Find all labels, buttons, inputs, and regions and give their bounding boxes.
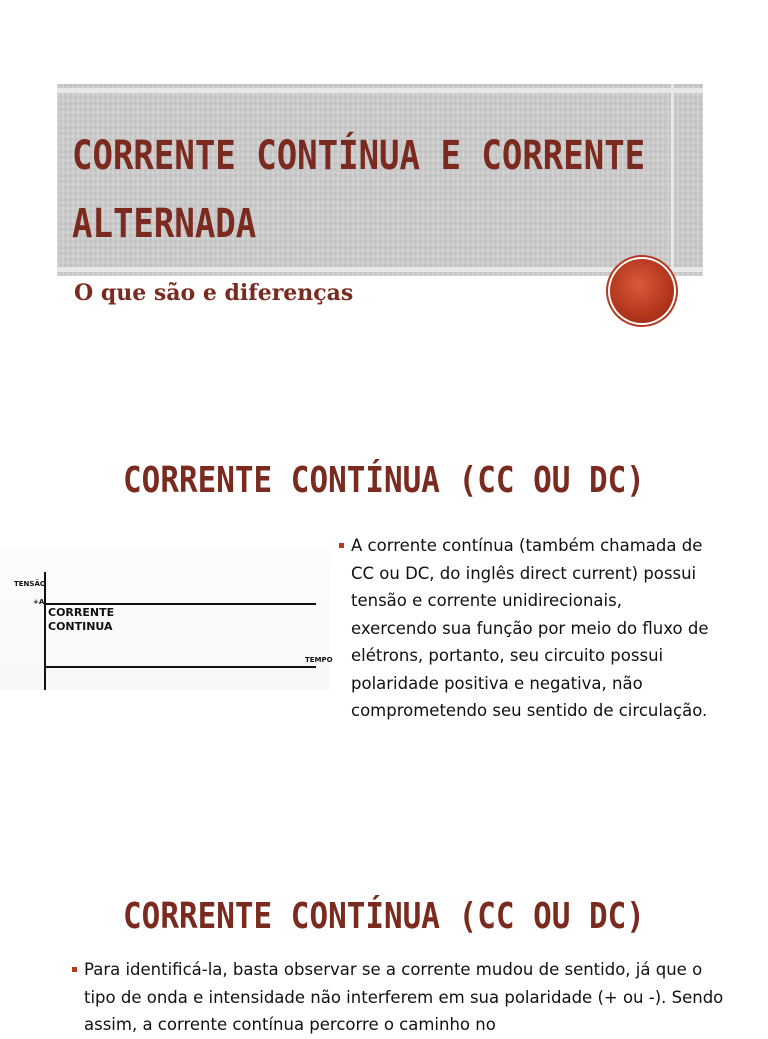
graph-y-axis <box>44 572 46 690</box>
graph-dc-line <box>44 603 316 605</box>
graph-x-label: TEMPO <box>305 656 333 664</box>
bullet-text: A corrente contínua (também chamada de CC ou DC, do inglês direct current) possui tensão e corrente unidirecionais, exercendo sua função por meio do fluxo de elétrons, portanto, seu circuito possui polaridade positiva e negativa, não comprometendo seu sentido de circulação. <box>351 536 709 720</box>
bullet-item <box>84 956 724 1039</box>
dc-definition-slide <box>0 400 768 820</box>
graph-line-label: CORRENTE CONTINUA <box>48 606 115 633</box>
bullet-marker-icon <box>72 967 77 972</box>
banner-top-rule <box>57 88 703 93</box>
bullet-item <box>351 532 711 725</box>
dc-voltage-graph <box>0 540 333 700</box>
banner-bottom-rule <box>57 267 703 272</box>
dc-identification-slide <box>0 820 768 1034</box>
bullet-text: Para identificá-la, basta observar se a corrente mudou de sentido, já que o tipo de onda e intensidade não interferem em sua polaridade (+ ou -). Sendo assim, a corrente contínua percorre o caminho no <box>84 960 724 1034</box>
presentation-subtitle: O que são e diferenças <box>74 280 354 306</box>
bullet-marker-icon <box>339 543 344 548</box>
presentation-title: CORRENTE CONTÍNUA E CORRENTE ALTERNADA <box>72 133 646 247</box>
graph-level-label: +A <box>33 598 45 606</box>
title-slide <box>0 0 768 400</box>
section-title: CORRENTE CONTÍNUA (CC OU DC) <box>123 896 645 937</box>
section-title: CORRENTE CONTÍNUA (CC OU DC) <box>123 460 645 501</box>
decorative-orb-icon <box>610 259 674 323</box>
graph-y-label: TENSÃO <box>14 580 46 588</box>
graph-x-axis <box>44 666 316 668</box>
